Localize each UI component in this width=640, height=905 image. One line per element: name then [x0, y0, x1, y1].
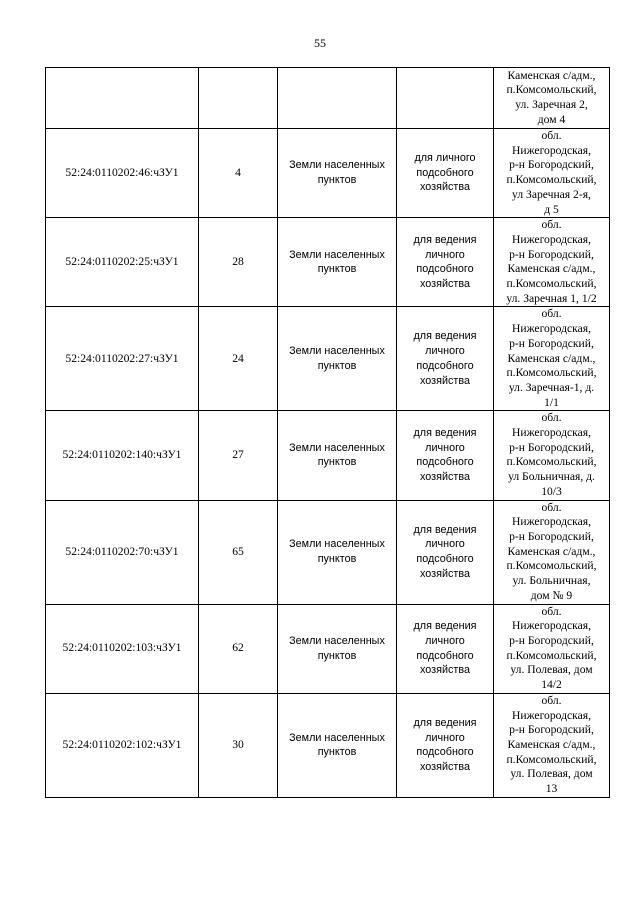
- land-category-line: Земли населенных: [289, 248, 385, 261]
- permitted-use-line: личного: [425, 441, 465, 454]
- permitted-use-line: личного: [425, 248, 465, 261]
- address-line: Нижегородская,: [512, 619, 591, 633]
- area-cell: 27: [199, 411, 278, 500]
- land-category-cell: [278, 604, 397, 693]
- address-line: дом 4: [537, 112, 566, 126]
- land-category-cell: [278, 218, 397, 307]
- land-category-line: Земли населенных: [289, 159, 385, 172]
- permitted-use-cell: [397, 218, 494, 307]
- land-category-line: пунктов: [317, 359, 357, 372]
- permitted-use-line: для ведения: [413, 716, 477, 729]
- address-line: п.Комсомольский,: [506, 648, 597, 662]
- land-category-line: пунктов: [317, 553, 357, 566]
- permitted-use-line: для личного: [414, 152, 476, 165]
- permitted-use-line: для ведения: [413, 620, 477, 633]
- land-category-line: Земли населенных: [289, 441, 385, 454]
- address-cell: [494, 411, 610, 500]
- permitted-use-line: для ведения: [413, 427, 477, 440]
- address-line: обл.: [541, 693, 562, 707]
- address-line: обл.: [541, 500, 562, 514]
- address-cell: [494, 693, 610, 797]
- permitted-use-line: хозяйства: [420, 278, 470, 291]
- land-category-cell: [278, 307, 397, 411]
- address-line: п.Комсомольский,: [506, 366, 597, 380]
- land-category-line: пунктов: [317, 263, 357, 276]
- area-cell: 4: [199, 129, 278, 218]
- permitted-use-line: для ведения: [413, 330, 477, 343]
- permitted-use-cell: [397, 411, 494, 500]
- address-line: обл.: [541, 411, 562, 425]
- land-category-line: Земли населенных: [289, 731, 385, 744]
- area-cell: 65: [199, 500, 278, 604]
- permitted-use-line: подсобного: [416, 166, 474, 179]
- table-row: [46, 411, 610, 500]
- land-category-line: пунктов: [317, 456, 357, 469]
- address-line: п.Комсомольский,: [506, 83, 597, 97]
- land-category-cell: [278, 500, 397, 604]
- cadastral-number-cell: [46, 68, 199, 129]
- table-row: [46, 693, 610, 797]
- permitted-use-cell: [397, 604, 494, 693]
- address-cell: [494, 129, 610, 218]
- land-category-cell: [278, 68, 397, 129]
- address-line: р-н Богородский,: [509, 336, 594, 350]
- area-cell: 24: [199, 307, 278, 411]
- address-line: Каменская с/адм.,: [507, 351, 596, 365]
- land-category-cell: [278, 693, 397, 797]
- address-line: дом № 9: [530, 588, 573, 602]
- address-cell: [494, 68, 610, 129]
- table-row: [46, 68, 610, 129]
- permitted-use-cell: [397, 307, 494, 411]
- address-line: п.Комсомольский,: [506, 752, 597, 766]
- address-line: Нижегородская,: [512, 143, 591, 157]
- area-cell: 62: [199, 604, 278, 693]
- address-line: р-н Богородский,: [509, 633, 594, 647]
- address-line: Каменская с/адм.,: [507, 544, 596, 558]
- land-plots-table: [45, 67, 610, 798]
- address-line: Нижегородская,: [512, 708, 591, 722]
- address-cell: [494, 307, 610, 411]
- address-line: ул. Полевая, дом: [510, 663, 593, 677]
- address-cell: [494, 218, 610, 307]
- permitted-use-line: подсобного: [416, 359, 474, 372]
- land-category-line: пунктов: [317, 746, 357, 759]
- address-line: ул Больничная, д.: [508, 470, 595, 484]
- permitted-use-line: хозяйства: [420, 374, 470, 387]
- address-line: обл.: [541, 604, 562, 618]
- address-line: обл.: [541, 307, 562, 321]
- land-category-line: пунктов: [317, 649, 357, 662]
- permitted-use-line: подсобного: [416, 456, 474, 469]
- address-line: 14/2: [541, 678, 562, 692]
- address-line: 10/3: [541, 484, 562, 498]
- permitted-use-line: личного: [425, 345, 465, 358]
- permitted-use-line: подсобного: [416, 553, 474, 566]
- permitted-use-line: для ведения: [413, 233, 477, 246]
- address-line: ул. Заречная 2,: [515, 98, 588, 111]
- permitted-use-cell: [397, 129, 494, 218]
- permitted-use-line: хозяйства: [420, 761, 470, 773]
- address-line: ул Заречная 2-я,: [512, 187, 591, 201]
- address-line: р-н Богородский,: [509, 530, 594, 544]
- address-line: Нижегородская,: [512, 426, 591, 440]
- cadastral-number-cell: 52:24:0110202:102:чЗУ1: [46, 693, 199, 797]
- address-line: ул. Заречная 1, 1/2: [506, 291, 597, 305]
- address-line: 1/1: [544, 395, 559, 409]
- address-line: р-н Богородский,: [509, 440, 594, 454]
- permitted-use-line: подсобного: [416, 263, 474, 276]
- permitted-use-cell: [397, 500, 494, 604]
- area-cell: 28: [199, 218, 278, 307]
- address-line: п.Комсомольский,: [506, 173, 597, 187]
- land-category-line: Земли населенных: [289, 634, 385, 647]
- address-line: п.Комсомольский,: [506, 559, 597, 573]
- land-category-line: Земли населенных: [289, 538, 385, 551]
- permitted-use-line: хозяйства: [420, 567, 470, 580]
- cadastral-number-cell: 52:24:0110202:140:чЗУ1: [46, 411, 199, 500]
- address-line: Нижегородская,: [512, 322, 591, 336]
- cadastral-number-cell: 52:24:0110202:70:чЗУ1: [46, 500, 199, 604]
- address-line: Нижегородская,: [512, 515, 591, 529]
- address-line: п.Комсомольский,: [506, 277, 597, 291]
- address-line: р-н Богородский,: [509, 723, 594, 737]
- cadastral-number-cell: 52:24:0110202:27:чЗУ1: [46, 307, 199, 411]
- permitted-use-line: хозяйства: [420, 181, 470, 194]
- permitted-use-line: хозяйства: [420, 664, 470, 677]
- cadastral-number-cell: 52:24:0110202:25:чЗУ1: [46, 218, 199, 307]
- table-row: [46, 307, 610, 411]
- address-line: Нижегородская,: [512, 232, 591, 246]
- permitted-use-cell: [397, 68, 494, 129]
- area-cell: [199, 68, 278, 129]
- address-line: Каменская с/адм.,: [507, 262, 596, 276]
- permitted-use-line: для ведения: [413, 523, 477, 536]
- permitted-use-cell: [397, 693, 494, 797]
- permitted-use-line: хозяйства: [420, 471, 470, 484]
- address-cell: [494, 604, 610, 693]
- address-line: ул. Заречная-1, д.: [508, 380, 595, 394]
- address-line: 13: [545, 782, 558, 796]
- address-line: Каменская с/адм.,: [507, 737, 596, 751]
- address-line: п.Комсомольский,: [506, 455, 597, 469]
- address-line: Каменская с/адм.,: [507, 68, 596, 82]
- cadastral-number-cell: 52:24:0110202:46:чЗУ1: [46, 129, 199, 218]
- address-line: ул. Больничная,: [512, 574, 591, 588]
- page-number: 55: [314, 36, 326, 50]
- address-line: р-н Богородский,: [509, 247, 594, 261]
- land-category-line: пунктов: [317, 174, 357, 187]
- address-line: ул. Полевая, дом: [510, 767, 593, 781]
- address-line: д 5: [544, 202, 559, 216]
- address-line: обл.: [541, 218, 562, 232]
- permitted-use-line: подсобного: [416, 746, 474, 759]
- table-row: [46, 129, 610, 218]
- permitted-use-line: личного: [425, 634, 465, 647]
- table-row: [46, 604, 610, 693]
- land-category-cell: [278, 129, 397, 218]
- area-cell: 30: [199, 693, 278, 797]
- permitted-use-line: подсобного: [416, 649, 474, 662]
- table-row: [46, 218, 610, 307]
- table-row: [46, 500, 610, 604]
- permitted-use-line: личного: [425, 731, 465, 744]
- land-category-line: Земли населенных: [289, 345, 385, 358]
- address-cell: [494, 500, 610, 604]
- permitted-use-line: личного: [425, 538, 465, 551]
- address-line: обл.: [541, 129, 562, 142]
- land-category-cell: [278, 411, 397, 500]
- address-line: р-н Богородский,: [509, 158, 594, 172]
- cadastral-number-cell: 52:24:0110202:103:чЗУ1: [46, 604, 199, 693]
